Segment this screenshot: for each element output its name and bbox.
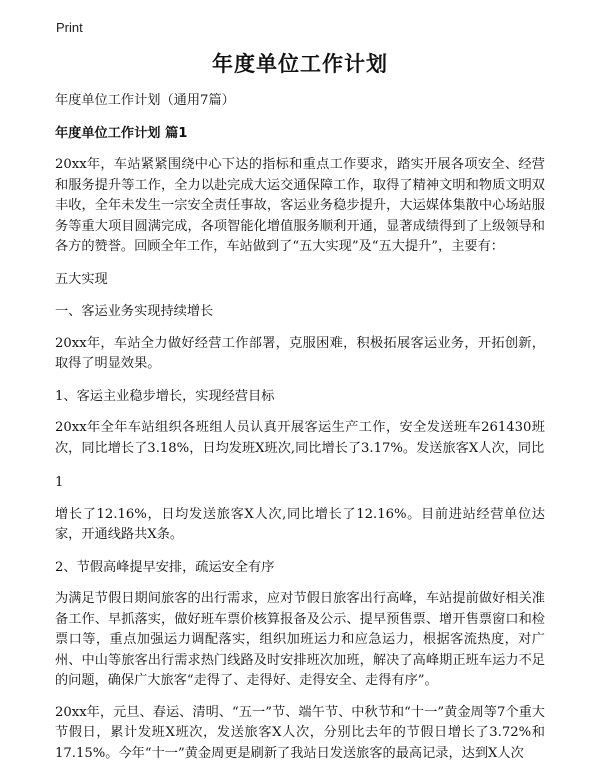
document-subtitle: 年度单位工作计划（通用7篇） bbox=[55, 93, 235, 108]
paragraph-annual-operations: 20xx年全年车站组织各班组人员认真开展客运生产工作，安全发送班车261430班次，同比增长了3.18%，日均发班X班次,同比增长了3.17%。发送旅客X人次，同比 bbox=[55, 420, 545, 456]
paragraph-business: 20xx年，车站全力做好经营工作部署，克服困难，积极拓展客运业务，开拓创新，取得了明显效果。 bbox=[55, 335, 545, 371]
document-title: 年度单位工作计划 bbox=[212, 52, 388, 76]
heading-main-business: 1、客运主业稳步增长，实现经营目标 bbox=[55, 388, 275, 404]
heading-holiday-peak: 2、节假高峰提早安排，疏运安全有序 bbox=[55, 559, 275, 575]
paragraph-holiday-prep: 为满足节假日期间旅客的出行需求，应对节假日旅客出行高峰，车站提前做好相关准备工作、早抓落实，做好班车票价核算报备及公示、提早预售票、增开售票窗口和检票口等，重点加强运力调配落实，组织加班运力和应急运力，根据客流热度，对广州、中山等旅客出行需求热门线路及时安排班次加班，解决了高峰期正班车运力不足的问题，确保广大旅客“走得了、走得好、走得安全、走得有序”。 bbox=[55, 591, 545, 688]
heading-passenger-growth: 一、客运业务实现持续增长 bbox=[55, 304, 214, 319]
page-number: 1 bbox=[55, 475, 64, 490]
paragraph-growth-continued: 增长了12.16%，日均发送旅客X人次,同比增长了12.16%。目前进站经营单位达家，开通线路共X条。 bbox=[55, 506, 545, 542]
section-heading: 年度单位工作计划 篇1 bbox=[55, 125, 188, 141]
paragraph-holiday-stats: 20xx年，元旦、春运、清明、“五一”节、端午节、中秋节和“十一”黄金周等7个重大节假日，累计发班X班次，发送旅客X人次，分别比去年的节假日增长了3.72%和17.15%。今年“十一”黄金周更是刷新了我站日发送旅客的最高记录，达到X人次 bbox=[55, 704, 545, 761]
print-link[interactable]: Print bbox=[56, 20, 83, 35]
document-body bbox=[55, 88, 545, 764]
paragraph-intro: 20xx年，车站紧紧围绕中心下达的指标和重点工作要求，踏实开展各项安全、经营和服务提升等工作，全力以赴完成大运交通保障工作，取得了精神文明和物质文明双丰收，全年未发生一宗安全责任事故，客运业务稳步提升，大运媒体集散中心场站服务等重大项目圆满完成，各项智能化增值服务顺利开通，显著成绩得到了上级领导和各方的赞誉。回顾全年工作，车站做到了“五大实现”及“五大提升”，主要有： bbox=[55, 157, 545, 254]
heading-five-achievements: 五大实现 bbox=[55, 271, 108, 287]
